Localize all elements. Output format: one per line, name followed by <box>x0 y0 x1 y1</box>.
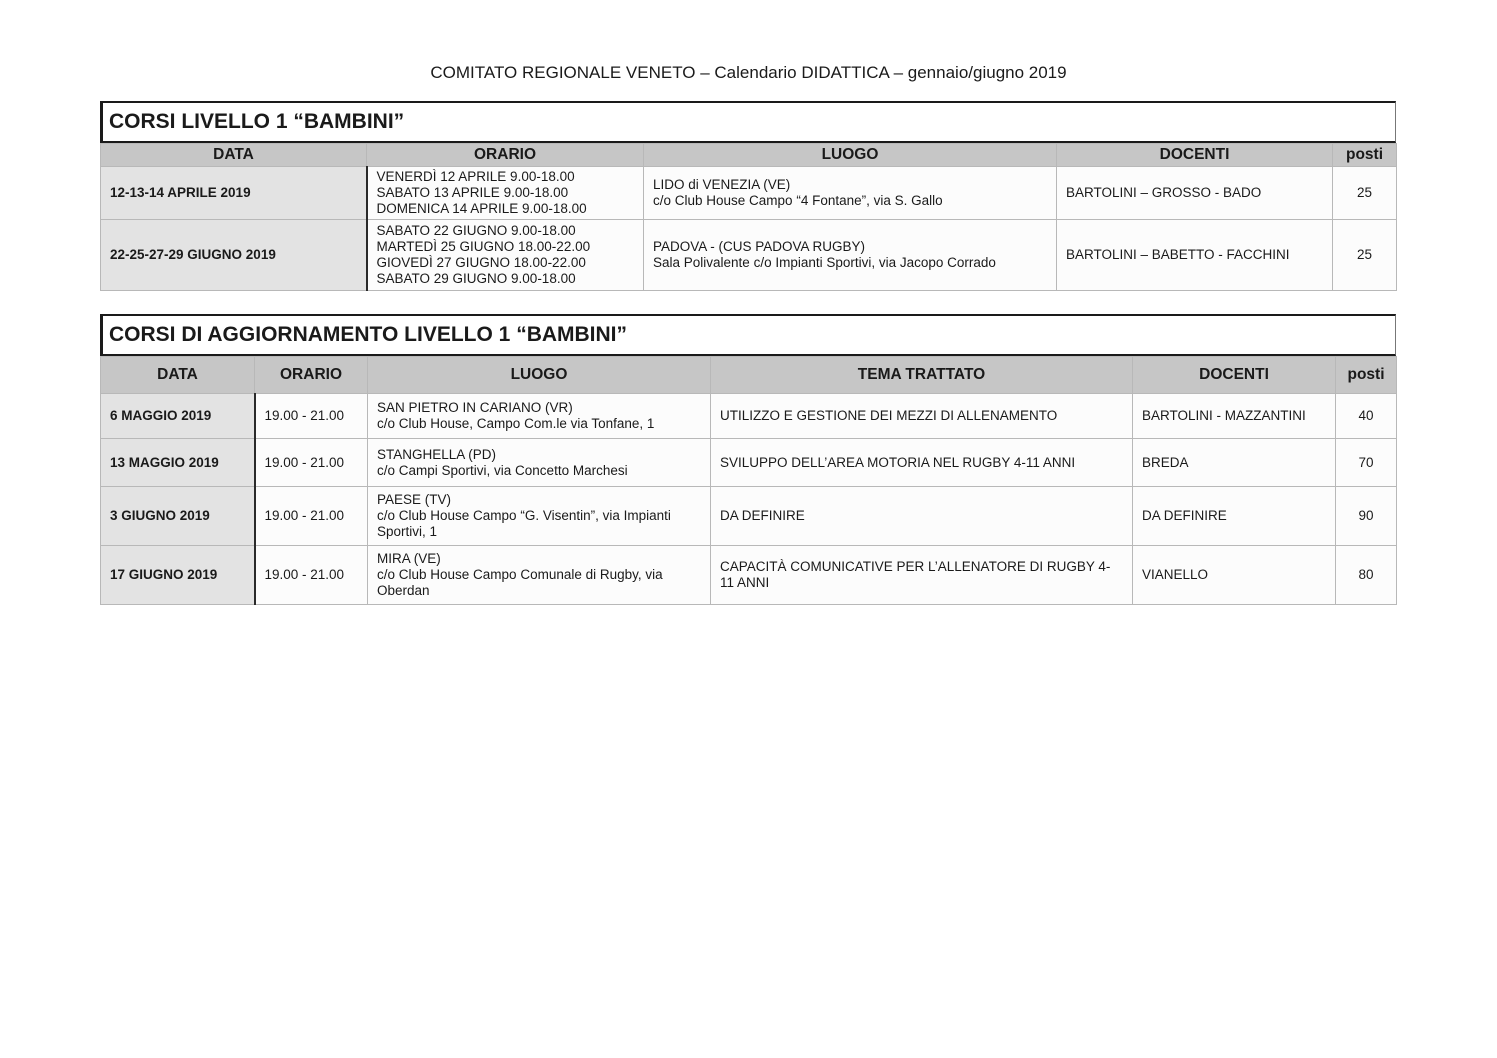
luogo-line: c/o Club House, Campo Com.le via Tonfane, 1 <box>377 416 655 431</box>
luogo-line: c/o Campi Sportivi, via Concetto Marchesi <box>377 462 628 478</box>
orario-cell: 19.00 - 21.00 <box>255 546 368 605</box>
col-header-data: DATA <box>101 144 367 167</box>
luogo-line: LIDO di VENEZIA (VE) <box>653 177 791 192</box>
posti-cell: 25 <box>1333 220 1397 291</box>
luogo-line: SAN PIETRO IN CARIANO (VR) <box>377 400 573 415</box>
docenti-cell: VIANELLO <box>1133 546 1336 605</box>
section-title: CORSI DI AGGIORNAMENTO LIVELLO 1 “BAMBINI” <box>100 314 1396 356</box>
header-row <box>101 357 1397 394</box>
tema-cell: SVILUPPO DELL’AREA MOTORIA NEL RUGBY 4-11 ANNI <box>711 439 1133 487</box>
luogo-line: Sala Polivalente c/o Impianti Sportivi, via Jacopo Corrado <box>653 255 996 270</box>
col-header-orario: ORARIO <box>255 357 368 394</box>
posti-cell: 80 <box>1336 546 1397 605</box>
orario-cell: 19.00 - 21.00 <box>255 394 368 439</box>
col-header-luogo: LUOGO <box>368 357 711 394</box>
tema-cell <box>711 546 1133 605</box>
section-corsi-livello-1 <box>100 101 1396 291</box>
date-cell: 17 GIUGNO 2019 <box>101 546 255 605</box>
luogo-line: Oberdan <box>377 583 430 598</box>
orario-line: GIOVEDÌ 27 GIUGNO 18.00-22.00 <box>376 255 586 270</box>
date-cell: 22-25-27-29 GIUGNO 2019 <box>101 220 367 291</box>
orario-line: VENERDÌ 12 APRILE 9.00-18.00 <box>376 169 575 184</box>
col-header-tema: TEMA TRATTATO <box>711 357 1133 394</box>
luogo-line: PADOVA - (CUS PADOVA RUGBY) <box>653 239 866 254</box>
posti-cell: 40 <box>1336 394 1397 439</box>
luogo-cell <box>644 220 1057 291</box>
date-cell: 6 MAGGIO 2019 <box>101 394 255 439</box>
table-row <box>101 546 1397 605</box>
tema-text: CAPACITÀ COMUNICATIVE PER L’ALLENATORE DI RUGBY 4-11 ANNI <box>720 559 1111 590</box>
luogo-line: c/o Club House Campo “G. Visentin”, via Impianti <box>377 508 671 523</box>
col-header-luogo: LUOGO <box>644 144 1057 167</box>
tema-cell: DA DEFINIRE <box>711 487 1133 546</box>
docenti-cell: BARTOLINI – BABETTO - FACCHINI <box>1057 220 1333 291</box>
orario-cell: 19.00 - 21.00 <box>255 487 368 546</box>
luogo-line: PAESE (TV) <box>377 492 452 507</box>
aggiornamento-table <box>100 356 1397 605</box>
luogo-cell <box>368 546 711 605</box>
docenti-cell: DA DEFINIRE <box>1133 487 1336 546</box>
luogo-cell <box>368 487 711 546</box>
luogo-line: c/o Club House Campo Comunale di Rugby, via <box>377 567 663 582</box>
luogo-cell <box>368 439 711 487</box>
section-title: CORSI LIVELLO 1 “BAMBINI” <box>100 101 1396 143</box>
posti-cell: 70 <box>1336 439 1397 487</box>
docenti-cell: BARTOLINI – GROSSO - BADO <box>1057 167 1333 220</box>
orario-cell: 19.00 - 21.00 <box>255 439 368 487</box>
col-header-docenti: DOCENTI <box>1133 357 1336 394</box>
orario-line: MARTEDÌ 25 GIUGNO 18.00-22.00 <box>376 239 591 254</box>
table-row <box>101 167 1397 220</box>
section-corsi-aggiornamento <box>100 314 1396 605</box>
corsi-table <box>100 143 1397 291</box>
luogo-line: MIRA (VE) <box>377 551 441 566</box>
docenti-cell: BREDA <box>1133 439 1336 487</box>
posti-cell: 25 <box>1333 167 1397 220</box>
luogo-cell <box>644 167 1057 220</box>
table-row <box>101 394 1397 439</box>
col-header-data: DATA <box>101 357 255 394</box>
table-row <box>101 220 1397 291</box>
col-header-docenti: DOCENTI <box>1057 144 1333 167</box>
orario-cell <box>367 167 644 220</box>
table-row <box>101 439 1397 487</box>
col-header-posti: posti <box>1333 144 1397 167</box>
docenti-cell: BARTOLINI - MAZZANTINI <box>1133 394 1336 439</box>
header-row <box>101 144 1397 167</box>
date-cell: 13 MAGGIO 2019 <box>101 439 255 487</box>
luogo-line: c/o Club House Campo “4 Fontane”, via S. Gallo <box>653 193 943 208</box>
orario-line: SABATO 29 GIUGNO 9.00-18.00 <box>376 271 576 286</box>
table-row <box>101 487 1397 546</box>
col-header-posti: posti <box>1336 357 1397 394</box>
luogo-cell <box>368 394 711 439</box>
luogo-line: STANGHELLA (PD) <box>377 446 497 462</box>
posti-cell: 90 <box>1336 487 1397 546</box>
tema-cell: UTILIZZO E GESTIONE DEI MEZZI DI ALLENAMENTO <box>711 394 1133 439</box>
page-title: COMITATO REGIONALE VENETO – Calendario DIDATTICA – gennaio/giugno 2019 <box>430 63 1067 82</box>
luogo-line: Sportivi, 1 <box>377 524 438 539</box>
orario-line: SABATO 13 APRILE 9.00-18.00 <box>376 185 569 200</box>
col-header-orario: ORARIO <box>367 144 644 167</box>
date-cell: 12-13-14 APRILE 2019 <box>101 167 367 220</box>
orario-line: DOMENICA 14 APRILE 9.00-18.00 <box>376 201 587 216</box>
date-cell: 3 GIUGNO 2019 <box>101 487 255 546</box>
orario-cell <box>367 220 644 291</box>
orario-line: SABATO 22 GIUGNO 9.00-18.00 <box>376 223 576 238</box>
